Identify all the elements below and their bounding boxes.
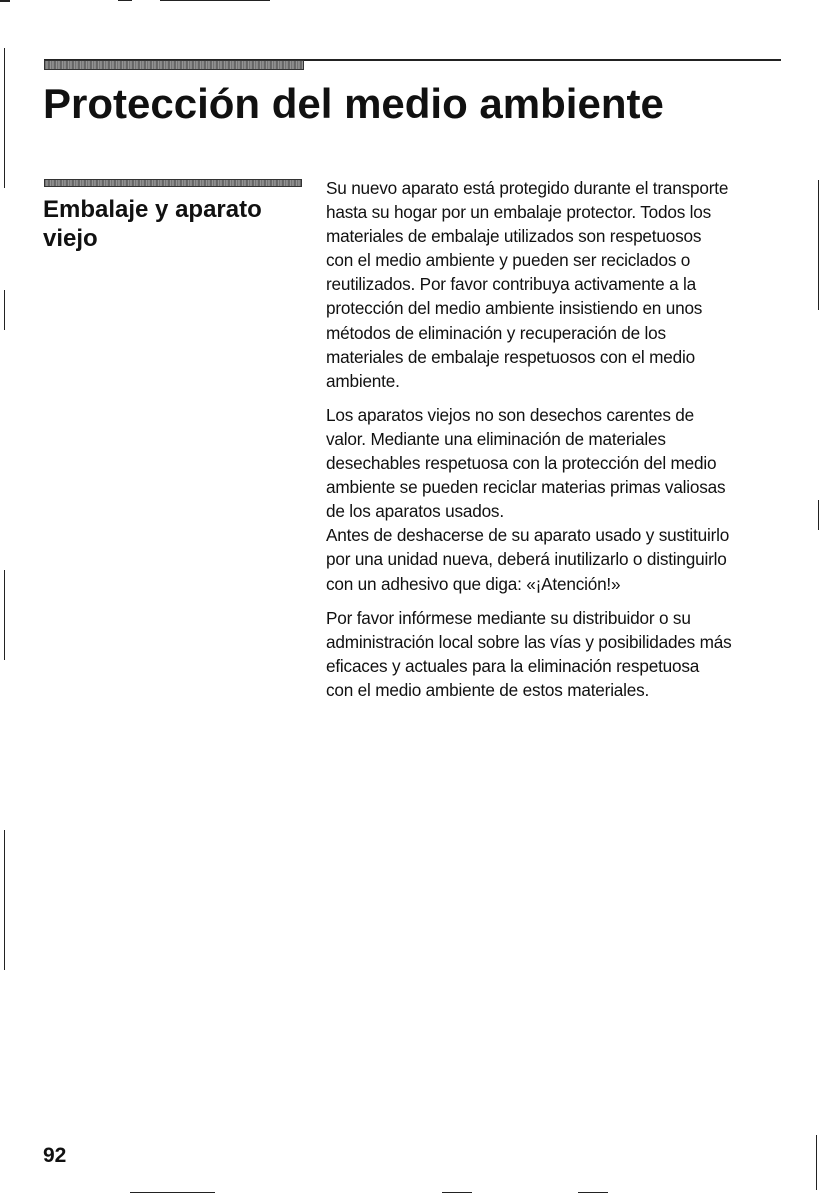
scan-edge-mark <box>118 0 132 1</box>
scan-edge-mark <box>578 1192 608 1193</box>
text-line: desechables respetuosa con la protección del medio <box>326 453 717 474</box>
scan-edge-mark <box>4 290 5 330</box>
scan-edge-mark <box>4 570 5 660</box>
scan-edge-mark <box>818 500 819 530</box>
section-heading-line: viejo <box>43 225 98 252</box>
paragraph <box>326 606 788 702</box>
text-line: Su nuevo aparato está protegido durante el transporte <box>326 178 729 198</box>
text-line: administración local sobre las vías y posibilidades más <box>326 631 732 652</box>
scan-edge-mark <box>4 830 5 970</box>
text-line: Por favor infórmese mediante su distribuidor o su <box>326 607 691 628</box>
text-line: métodos de eliminación y recuperación de los <box>326 322 666 343</box>
scan-edge-mark <box>4 48 5 188</box>
scan-edge-mark <box>160 0 270 1</box>
scan-edge-mark <box>130 1192 215 1193</box>
paragraph <box>326 403 788 596</box>
text-line: materiales de embalaje respetuosos con el medio <box>326 346 695 367</box>
section-decorative-bar <box>44 179 302 187</box>
page-number: 92 <box>43 1144 67 1167</box>
section-heading-line: Embalaje y aparato <box>43 196 262 223</box>
page-title: Protección del medio ambiente <box>43 80 664 127</box>
text-line: ambiente. <box>326 370 400 391</box>
text-line: materiales de embalaje utilizados son respetuosos <box>326 226 702 247</box>
scan-edge-mark <box>816 1135 817 1190</box>
text-line: con el medio ambiente de estos materiales. <box>326 679 650 700</box>
section-heading <box>43 195 313 253</box>
text-line: valor. Mediante una eliminación de materiales <box>326 428 666 449</box>
scan-edge-mark <box>0 0 10 2</box>
body-text <box>326 176 788 712</box>
scan-edge-mark <box>818 180 819 310</box>
paragraph <box>326 176 788 393</box>
text-line: hasta su hogar por un embalaje protector. Todos los <box>326 202 712 223</box>
text-line: eficaces y actuales para la eliminación respetuosa <box>326 655 700 676</box>
text-line: Los aparatos viejos no son desechos carentes de <box>326 404 695 425</box>
scan-edge-mark <box>442 1192 472 1193</box>
header-decorative-bar <box>44 60 304 70</box>
text-line: Antes de deshacerse de su aparato usado y sustituirlo <box>326 525 730 546</box>
text-line: con un adhesivo que diga: «¡Atención!» <box>326 573 621 594</box>
text-line: ambiente se pueden reciclar materias primas valiosas <box>326 477 726 498</box>
text-line: reutilizados. Por favor contribuya activamente a la <box>326 274 697 295</box>
text-line: por una unidad nueva, deberá inutilizarlo o distinguirlo <box>326 549 727 570</box>
text-line: protección del medio ambiente insistiendo en unos <box>326 298 703 319</box>
text-line: con el medio ambiente y pueden ser reciclados o <box>326 250 691 271</box>
text-line: de los aparatos usados. <box>326 501 504 522</box>
